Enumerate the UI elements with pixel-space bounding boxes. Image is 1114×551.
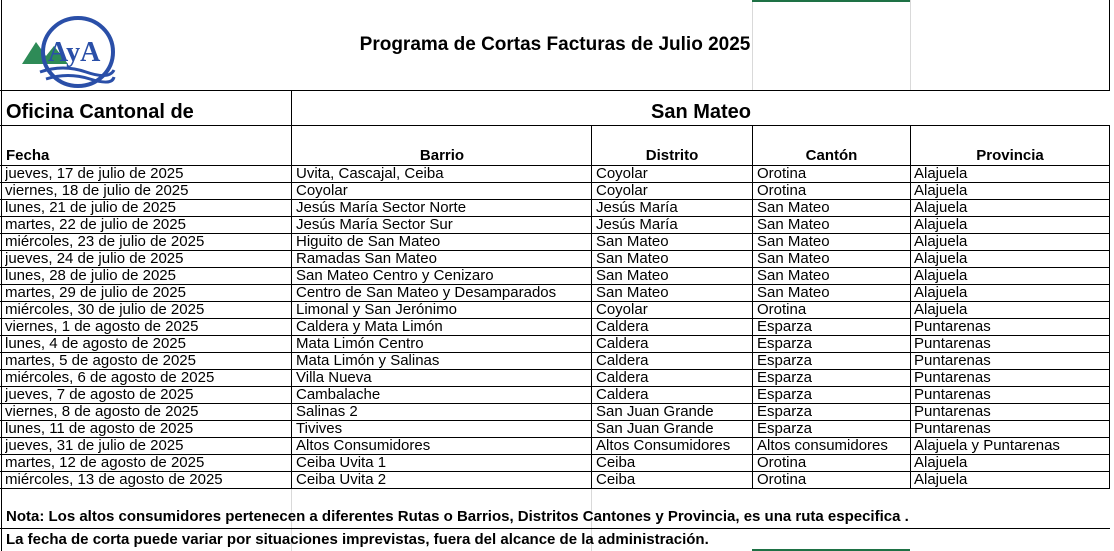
cell-provincia: Alajuela (914, 284, 968, 301)
cell-fecha: jueves, 7 de agosto de 2025 (5, 386, 194, 403)
cell-canton: San Mateo (757, 250, 830, 267)
cell-canton: San Mateo (757, 233, 830, 250)
cell-canton: Orotina (757, 454, 807, 471)
cell-provincia: Puntarenas (914, 386, 991, 403)
table-row (0, 233, 1110, 250)
cell-distrito: San Juan Grande (596, 403, 714, 420)
cell-distrito: Altos Consumidores (596, 437, 731, 454)
cell-distrito: Jesús María (596, 199, 678, 216)
cell-distrito: San Mateo (596, 267, 669, 284)
cell-provincia: Puntarenas (914, 318, 991, 335)
cell-fecha: martes, 29 de julio de 2025 (5, 284, 186, 301)
cell-barrio: Centro de San Mateo y Desamparados (296, 284, 557, 301)
table-row (0, 165, 1110, 182)
cell-canton: Orotina (757, 165, 807, 182)
cell-provincia: Alajuela (914, 250, 968, 267)
cell-distrito: Caldera (596, 335, 649, 352)
cell-distrito: Caldera (596, 369, 649, 386)
cell-canton: San Mateo (757, 267, 830, 284)
cell-selection-indicator (752, 0, 910, 2)
cell-barrio: Mata Limón y Salinas (296, 352, 440, 369)
cell-fecha: jueves, 24 de julio de 2025 (5, 250, 184, 267)
cell-fecha: martes, 5 de agosto de 2025 (5, 352, 196, 369)
table-row (0, 352, 1110, 369)
border (0, 90, 1110, 91)
cell-barrio: Ramadas San Mateo (296, 250, 437, 267)
cell-barrio: Higuito de San Mateo (296, 233, 441, 250)
cell-provincia: Puntarenas (914, 352, 991, 369)
cell-fecha: martes, 12 de agosto de 2025 (5, 454, 205, 471)
cell-distrito: Coyolar (596, 182, 648, 199)
cell-barrio: Cambalache (296, 386, 381, 403)
border (0, 125, 1110, 126)
cell-provincia: Alajuela (914, 182, 968, 199)
cell-barrio: Mata Limón Centro (296, 335, 424, 352)
cell-barrio: Ceiba Uvita 2 (296, 471, 387, 488)
office-label: Oficina Cantonal de (6, 101, 194, 123)
border (291, 125, 292, 489)
cell-barrio: Uvita, Cascajal, Ceiba (296, 165, 444, 182)
cell-distrito: San Mateo (596, 250, 669, 267)
cell-distrito: Coyolar (596, 301, 648, 318)
table-row (0, 318, 1110, 335)
cell-distrito: Coyolar (596, 165, 648, 182)
svg-text:AyA: AyA (48, 37, 101, 68)
cell-distrito: Caldera (596, 386, 649, 403)
cell-canton: San Mateo (757, 216, 830, 233)
table-row (0, 454, 1110, 471)
cell-barrio: Salinas 2 (296, 403, 358, 420)
cell-distrito: San Mateo (596, 284, 669, 301)
cell-canton: Orotina (757, 182, 807, 199)
border (1109, 125, 1110, 489)
cell-distrito: Ceiba (596, 454, 636, 471)
cell-barrio: Altos Consumidores (296, 437, 431, 454)
cell-barrio: Tivives (296, 420, 343, 437)
cell-fecha: viernes, 1 de agosto de 2025 (5, 318, 199, 335)
cell-canton: Orotina (757, 471, 807, 488)
border (0, 528, 1110, 529)
cell-barrio: Limonal y San Jerónimo (296, 301, 457, 318)
cell-provincia: Alajuela (914, 199, 968, 216)
cell-provincia: Alajuela (914, 454, 968, 471)
cell-fecha: miércoles, 23 de julio de 2025 (5, 233, 205, 250)
table-row (0, 369, 1110, 386)
cell-canton: Esparza (757, 335, 813, 352)
cell-canton: Esparza (757, 386, 813, 403)
cell-distrito: Ceiba (596, 471, 636, 488)
table-row (0, 250, 1110, 267)
column-header-barrio: Barrio (419, 147, 465, 164)
border (291, 91, 292, 125)
border (1109, 0, 1110, 90)
column-header-fecha: Fecha (6, 147, 50, 164)
column-header-distrito: Distrito (645, 147, 699, 164)
table-row (0, 471, 1110, 488)
cell-canton: Esparza (757, 318, 813, 335)
table-row (0, 420, 1110, 437)
cell-barrio: Caldera y Mata Limón (296, 318, 443, 335)
cell-distrito: San Mateo (596, 233, 669, 250)
cell-barrio: Jesús María Sector Sur (296, 216, 453, 233)
cell-fecha: lunes, 21 de julio de 2025 (5, 199, 176, 216)
table-row (0, 284, 1110, 301)
table-row (0, 267, 1110, 284)
cell-fecha: miércoles, 6 de agosto de 2025 (5, 369, 215, 386)
cell-canton: Altos consumidores (757, 437, 888, 454)
cell-distrito: San Juan Grande (596, 420, 714, 437)
cell-barrio: Ceiba Uvita 1 (296, 454, 387, 471)
cell-canton: Esparza (757, 420, 813, 437)
column-header-provincia: Provincia (976, 147, 1044, 164)
cell-fecha: jueves, 17 de julio de 2025 (5, 165, 184, 182)
cell-distrito: Caldera (596, 318, 649, 335)
cell-canton: Orotina (757, 301, 807, 318)
note-text: Nota: Los altos consumidores pertenecen a diferentes Rutas o Barrios, Distritos Cantones y Provincia, es una ruta especifica . (6, 508, 909, 525)
border (752, 125, 753, 489)
table-row (0, 386, 1110, 403)
cell-barrio: Coyolar (296, 182, 348, 199)
cell-provincia: Puntarenas (914, 403, 991, 420)
cell-canton: San Mateo (757, 284, 830, 301)
cell-fecha: lunes, 4 de agosto de 2025 (5, 335, 186, 352)
cell-barrio: San Mateo Centro y Cenizaro (296, 267, 494, 284)
cell-fecha: jueves, 31 de julio de 2025 (5, 437, 184, 454)
cell-canton: San Mateo (757, 199, 830, 216)
cell-canton: Esparza (757, 369, 813, 386)
cell-fecha: miércoles, 30 de julio de 2025 (5, 301, 205, 318)
cell-provincia: Alajuela (914, 267, 968, 284)
table-row (0, 437, 1110, 454)
border (910, 125, 911, 489)
cell-barrio: Villa Nueva (296, 369, 372, 386)
cell-canton: Esparza (757, 352, 813, 369)
cell-barrio: Jesús María Sector Norte (296, 199, 467, 216)
cell-fecha: lunes, 11 de agosto de 2025 (5, 420, 194, 437)
cell-provincia: Alajuela (914, 301, 968, 318)
cell-provincia: Alajuela y Puntarenas (914, 437, 1060, 454)
cell-provincia: Puntarenas (914, 420, 991, 437)
cell-provincia: Alajuela (914, 165, 968, 182)
cell-provincia: Alajuela (914, 471, 968, 488)
cell-provincia: Alajuela (914, 233, 968, 250)
cell-fecha: lunes, 28 de julio de 2025 (5, 267, 176, 284)
cell-provincia: Puntarenas (914, 369, 991, 386)
table-row (0, 182, 1110, 199)
cell-canton: Esparza (757, 403, 813, 420)
cell-provincia: Alajuela (914, 216, 968, 233)
table-row (0, 216, 1110, 233)
table-row (0, 335, 1110, 352)
note-text: La fecha de corta puede variar por situaciones imprevistas, fuera del alcance de la administración. (6, 531, 709, 548)
cell-distrito: Jesús María (596, 216, 678, 233)
cell-provincia: Puntarenas (914, 335, 991, 352)
table-row (0, 199, 1110, 216)
table-row (0, 301, 1110, 318)
cell-fecha: martes, 22 de julio de 2025 (5, 216, 186, 233)
border (591, 125, 592, 489)
table-row (0, 403, 1110, 420)
page-title: Programa de Cortas Facturas de Julio 2025 (359, 34, 751, 55)
cell-distrito: Caldera (596, 352, 649, 369)
cell-fecha: viernes, 18 de julio de 2025 (5, 182, 189, 199)
border (0, 488, 1110, 489)
column-header-canton: Cantón (805, 147, 858, 164)
office-value: San Mateo (650, 101, 752, 123)
cell-fecha: miércoles, 13 de agosto de 2025 (5, 471, 223, 488)
cell-fecha: viernes, 8 de agosto de 2025 (5, 403, 199, 420)
